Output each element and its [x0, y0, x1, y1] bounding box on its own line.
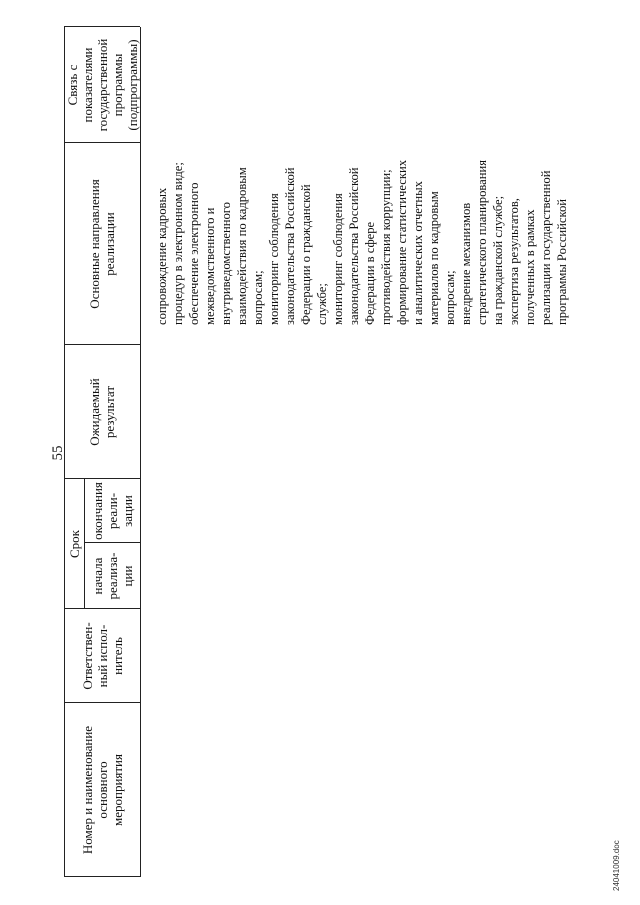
header-term-start: начала реализа- ции [89, 552, 135, 600]
header-responsible: Ответствен- ный испол- нитель [79, 622, 125, 690]
header-bottom-border [140, 27, 141, 877]
table-top-border [64, 27, 65, 877]
header-term-end: окончания реали- зации [89, 482, 135, 540]
header-expected-result: Ожидаемый результат [87, 378, 117, 446]
main-directions-cell-text: сопровождение кадровых процедур в электронном виде; обеспечение электронного межведомственного и внутриведомственного взаимодействия по кадровым вопросам; мониторинг соблюдения законодательства Российской Федерации о гражданской службе; мониторинг соблюдения законодательства Российской Федерации в сфере противодействия коррупции; формирование статистических и аналитических отчетных материалов по кадровым вопросам; внедрение механизмов стратегического планирования на гражданской службе; экспертиза результатов, полученных в рамках реализации государственной программы Российской [155, 159, 569, 325]
header-link-to-program: Связь с показателями государственной программы (подпрограммы) [64, 38, 140, 132]
header-number-and-name: Номер и наименование основного мероприятия [79, 725, 125, 855]
header-main-directions: Основные направления реализации [87, 179, 117, 309]
file-identifier: 24041009.doc [612, 840, 621, 891]
term-subheader-line [84, 479, 85, 609]
page-number: 55 [50, 445, 66, 461]
header-term: Срок [66, 530, 82, 558]
